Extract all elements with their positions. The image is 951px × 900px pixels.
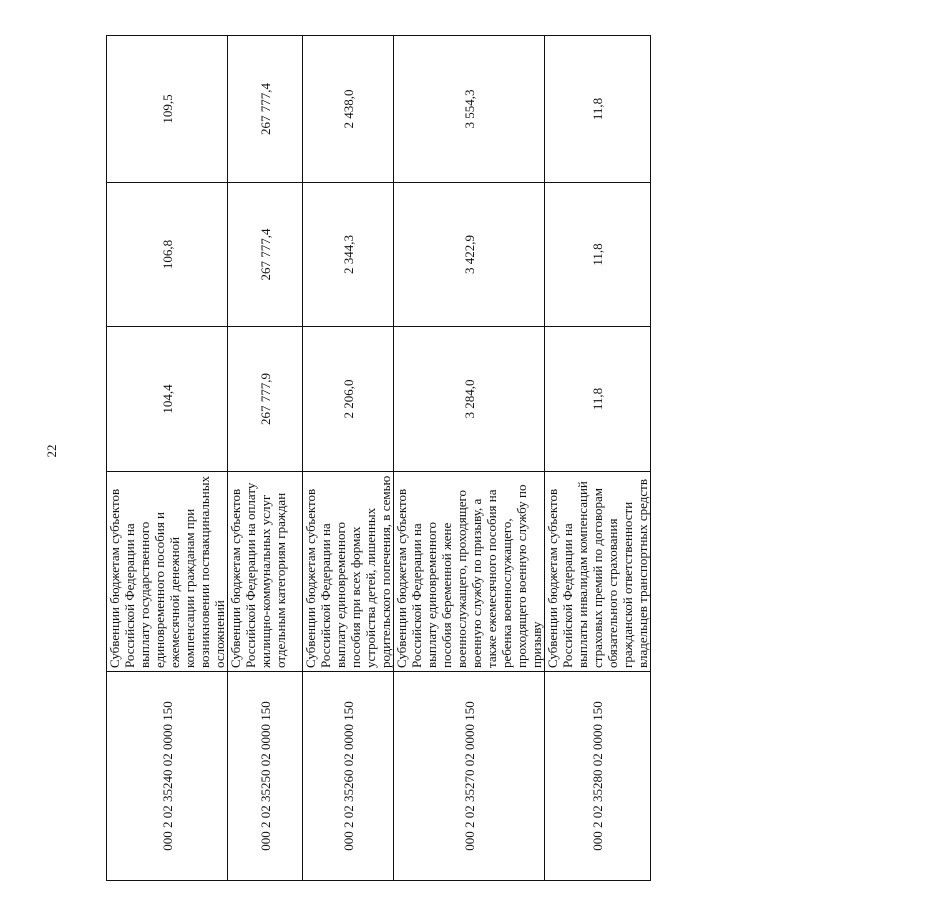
value-year-3: 11,8: [545, 36, 651, 183]
budget-code: 000 2 02 35260 02 0000 150: [303, 672, 394, 881]
page-number: 22: [44, 444, 59, 458]
row-description: Субвенции бюджетам субъектов Российской Федерации на выплаты инвалидам компенсаций страховых премий по договорам обязательного страхования гражданской ответственности владельцев транспортных средств: [545, 472, 651, 672]
value-year-3: 267 777,4: [228, 36, 303, 183]
subvention-table: [106, 35, 651, 881]
rotated-page-content: [106, 36, 650, 881]
value-year-1: 11,8: [545, 327, 651, 472]
table-row: [545, 36, 651, 881]
value-year-1: 104,4: [107, 327, 228, 472]
budget-code: 000 2 02 35250 02 0000 150: [228, 672, 303, 881]
value-year-1: 2 206,0: [303, 327, 394, 472]
value-year-3: 109,5: [107, 36, 228, 183]
table-row: [228, 36, 303, 881]
value-year-3: 3 554,3: [394, 36, 545, 183]
value-year-2: 3 422,9: [394, 183, 545, 327]
value-year-2: 11,8: [545, 183, 651, 327]
row-description: Субвенции бюджетам субъектов Российской Федерации на выплату единовременного пособия беременной жене военнослужащего, проходящего военную службу по призыву, а также ежемесячного пособия на ребенка военнослужащего, проходящего военную службу по призыву: [394, 472, 545, 672]
budget-code: 000 2 02 35240 02 0000 150: [107, 672, 228, 881]
value-year-1: 267 777,9: [228, 327, 303, 472]
row-description: Субвенции бюджетам субъектов Российской Федерации на выплату государственного единовременного пособия и ежемесячной денежной компенсации гражданам при возникновении поствакцинальных осложнений: [107, 472, 228, 672]
budget-code: 000 2 02 35270 02 0000 150: [394, 672, 545, 881]
table-row: [394, 36, 545, 881]
budget-table-area: [106, 36, 951, 851]
table-row: [107, 36, 228, 881]
row-description: Субвенции бюджетам субъектов Российской Федерации на выплату единовременного пособия при всех формах устройства детей, лишенных родительского попечения, в семью: [303, 472, 394, 672]
value-year-1: 3 284,0: [394, 327, 545, 472]
value-year-2: 106,8: [107, 183, 228, 327]
table-row: [303, 36, 394, 881]
value-year-3: 2 438,0: [303, 36, 394, 183]
value-year-2: 267 777,4: [228, 183, 303, 327]
budget-code: 000 2 02 35280 02 0000 150: [545, 672, 651, 881]
row-description: Субвенции бюджетам субъектов Российской Федерации на оплату жилищно-коммунальных услуг отдельным категориям граждан: [228, 472, 303, 672]
value-year-2: 2 344,3: [303, 183, 394, 327]
